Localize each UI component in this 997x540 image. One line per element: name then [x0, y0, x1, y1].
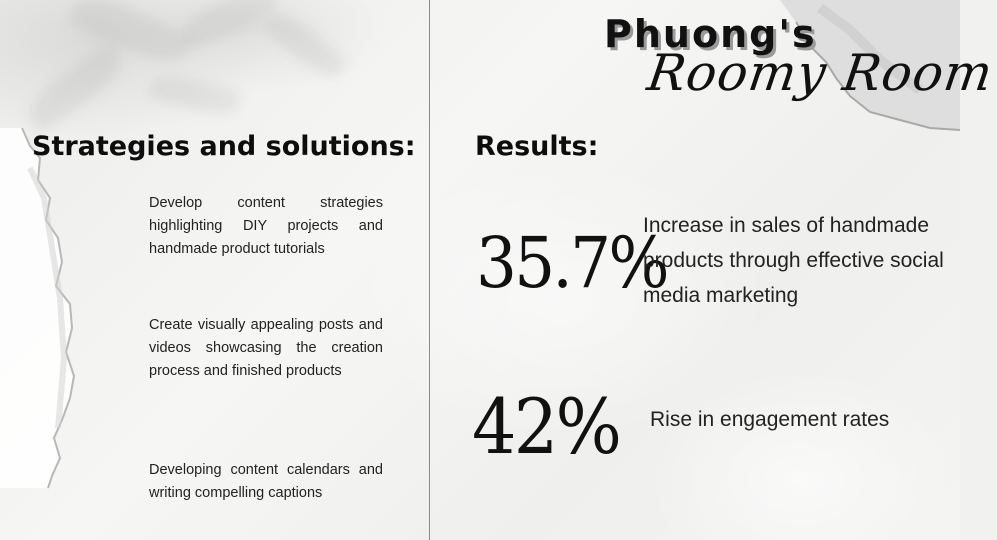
- strategies-heading: Strategies and solutions:: [32, 131, 416, 162]
- result-stat-value: 42%: [472, 382, 620, 471]
- result-stat-description: Increase in sales of handmade products through effective social media marketing: [643, 214, 944, 307]
- result-stat-description: Rise in engagement rates: [650, 408, 890, 431]
- leaf-shadow: [261, 5, 349, 86]
- leaf-shadow: [20, 42, 131, 135]
- vertical-divider: [429, 0, 430, 540]
- strategy-item: Developing content calendars and writing compelling captions: [149, 462, 383, 501]
- strategy-item: Create visually appealing posts and videos showcasing the creation process and finished products: [149, 317, 383, 379]
- strategy-item: Develop content strategies highlighting DIY projects and handmade product tutorials: [149, 195, 383, 257]
- torn-paper-strip: [0, 128, 120, 488]
- leaf-shadow: [148, 69, 243, 121]
- brand-script-title: Roomy Room: [643, 44, 997, 102]
- results-heading: Results:: [475, 131, 599, 162]
- result-stat-value: 35.7%: [476, 222, 667, 304]
- brand-title: Phuong's: [604, 12, 817, 56]
